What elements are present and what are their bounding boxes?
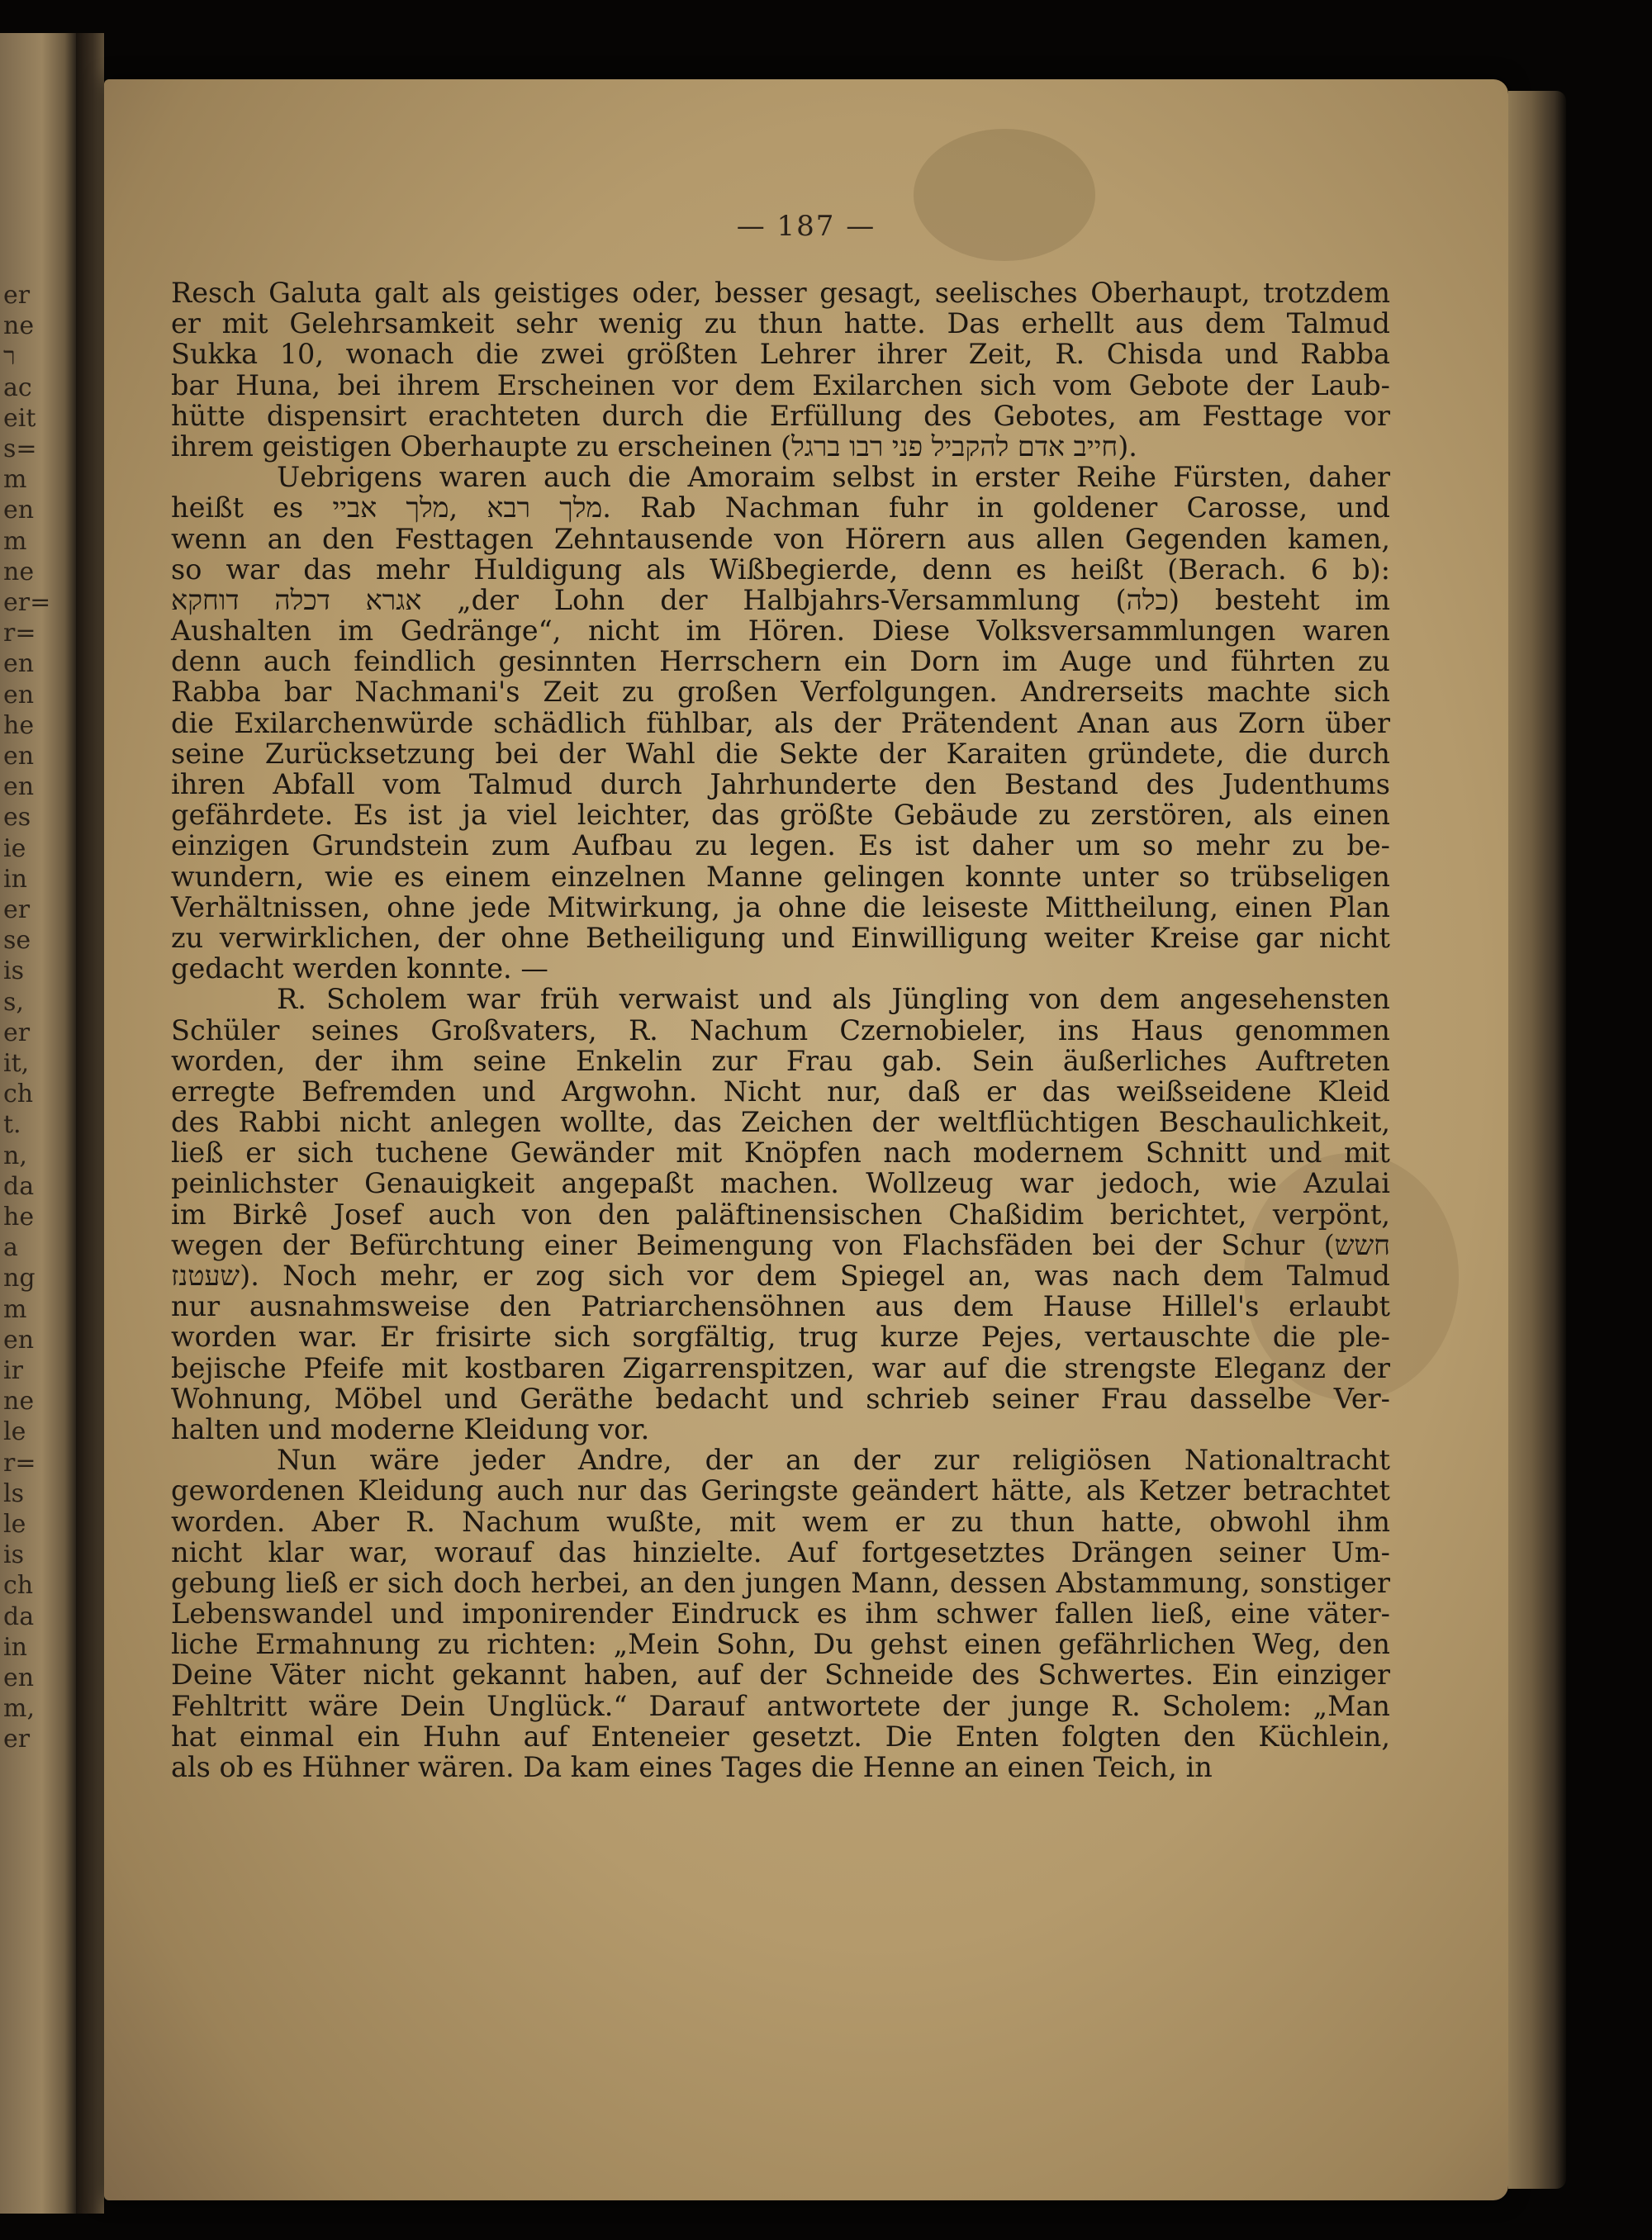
facing-page-text-fragment: he [3,710,35,740]
facing-page-text-fragment: eit [3,403,36,433]
text-line: R. Scholem war früh verwaist und als Jüngling von dem angesehensten [277,983,1390,1016]
text-line: worden war. Er frisirte sich sorgfältig, trug kurze Pejes, vertauschte die ple- [171,1321,1390,1354]
text-line: Schüler seines Großvaters, R. Nachum Czernobieler, ins Haus genommen [171,1013,1390,1046]
text-line: Nun wäre jeder Andre, der an der zur religiösen Nationaltracht [277,1444,1390,1477]
text-line: erregte Befremden und Argwohn. Nicht nur, daß er das weißseidene Kleid [171,1075,1390,1108]
facing-page-text-fragment: ch [3,1571,34,1601]
facing-page-text-fragment: n, [3,1141,27,1170]
facing-page-text-fragment: ר [3,342,16,372]
text-line: אגרא דכלה דוחקא „der Lohn der Halbjahrs-Versammlung (כלה) besteht im [171,583,1390,616]
text-line: peinlichster Genauigkeit angepaßt machen. Wollzeug war jedoch, wie Azulai [171,1167,1390,1200]
text-line: bar Huna, bei ihrem Erscheinen vor dem Exilarchen sich vom Gebote der Laub- [171,368,1390,401]
text-line: heißt es מלך רבא ,מלך אביי. Rab Nachman fuhr in goldener Carosse, und [171,491,1390,524]
text-line: denn auch feindlich gesinnten Herrschern ein Dorn im Auge und führten zu [171,645,1390,678]
facing-page-text-fragment: he [3,1203,35,1232]
facing-page-text-fragment: da [3,1602,35,1631]
facing-page-text-fragment: is [3,1540,24,1570]
text-line: im Birkê Josef auch von den paläftinensischen Chaßidim berichtet, verpönt, [171,1198,1390,1231]
facing-page-text-fragment: da [3,1171,35,1201]
text-line: Aushalten im Gedränge“, nicht im Hören. Diese Volksversammlungen waren [171,615,1390,648]
text-line: Rabba bar Nachmani's Zeit zu großen Verfolgungen. Andrerseits machte sich [171,676,1390,709]
facing-page-text-fragment: en [3,496,35,525]
body-text [171,278,1390,1782]
text-line: wundern, wie es einem einzelnen Manne gelingen konnte unter so trübseligen [171,860,1390,893]
facing-page-text-fragment: is [3,956,24,986]
text-line: Deine Väter nicht gekannt haben, auf der Schneide des Schwertes. Ein einziger [171,1659,1390,1692]
text-line: Verhältnissen, ohne jede Mitwirkung, ja ohne die leiseste Mittheilung, einen Plan [171,890,1390,923]
book-gutter [76,33,104,2214]
facing-page-text-fragment: es [3,803,31,833]
text-line: nicht klar war, worauf das hinzielte. Auf fortgesetztes Drängen seiner Um- [171,1535,1390,1568]
text-line: Sukka 10, wonach die zwei größten Lehrer ihrer Zeit, R. Chisda und Rabba [171,338,1390,371]
text-line: zu verwirklichen, der ohne Betheiligung und Einwilligung weiter Kreise gar nicht [171,921,1390,954]
facing-page-text-fragment: ch [3,1080,34,1109]
text-line: bejische Pfeife mit kostbaren Zigarrenspitzen, war auf die strengste Eleganz der [171,1351,1390,1384]
text-line: die Exilarchenwürde schädlich fühlbar, als der Prätendent Anan aus Zorn über [171,706,1390,739]
facing-page-text-fragment: en [3,1325,35,1355]
text-line: gewordenen Kleidung auch nur das Geringste geändert hätte, als Ketzer betrachtet [171,1474,1390,1507]
facing-page-text-fragment: in [3,864,27,894]
page-edge-shadow [1508,91,1566,2189]
text-line: ließ er sich tuchene Gewänder mit Knöpfen nach modernem Schnitt und mit [171,1137,1390,1170]
text-line: wegen der Befürchtung einer Beimengung von Flachsfäden bei der Schur (חשש [171,1228,1390,1261]
text-line: so war das mehr Huldigung als Wißbegierde, denn es heißt (Berach. 6 b): [171,553,1390,586]
text-line: gefährdete. Es ist ja viel leichter, das größte Gebäude zu zerstören, als einen [171,799,1390,832]
facing-page-edge [0,33,76,2214]
text-line: worden, der ihm seine Enkelin zur Frau gab. Sein äußerliches Auftreten [171,1044,1390,1077]
text-line: Fehltritt wäre Dein Unglück.“ Darauf antwortete der junge R. Scholem: „Man [171,1689,1390,1722]
text-line: ihren Abfall vom Talmud durch Jahrhunderte den Bestand des Judenthums [171,768,1390,800]
facing-page-text-fragment: in [3,1632,27,1662]
text-line: nur ausnahmsweise den Patriarchensöhnen aus dem Hause Hillel's erlaubt [171,1290,1390,1323]
text-line: Resch Galuta galt als geistiges oder, besser gesagt, seelisches Oberhaupt, trotzdem [171,277,1390,309]
facing-page-text-fragment: ie [3,833,26,863]
facing-page-text-fragment: en [3,772,35,802]
facing-page-text-fragment: m [3,1294,27,1324]
facing-page-text-fragment: a [3,1233,18,1263]
text-line: hat einmal ein Huhn auf Enteneier gesetzt. Die Enten folgten den Küchlein, [171,1720,1390,1753]
text-line: worden. Aber R. Nachum wußte, mit wem er zu thun hatte, obwohl ihm [171,1505,1390,1538]
facing-page-text-fragment: le [3,1417,26,1447]
text-line: als ob es Hühner wären. Da kam eines Tages die Henne an einen Teich, in [171,1751,1213,1783]
facing-page-text-fragment: t. [3,1110,21,1140]
facing-page-text-fragment: m [3,526,27,556]
text-line: ihrem geistigen Oberhaupte zu erscheinen (חייב אדם להקביל פני רבו ברגל). [171,429,1137,463]
text-line: gedacht werden konnte. — [171,952,548,985]
facing-page-text-fragment: ls [3,1478,24,1508]
book-page [104,79,1508,2200]
facing-page-text-fragment: er [3,895,31,924]
facing-page-text-fragment: ne [3,1387,35,1417]
facing-page-text-fragment: r= [3,619,36,648]
text-line: Uebrigens waren auch die Amoraim selbst in erster Reihe Fürsten, daher [277,461,1390,494]
facing-page-text-fragment: er [3,1018,31,1047]
text-line: halten und moderne Kleidung vor. [171,1412,650,1445]
facing-page-text-fragment: it, [3,1049,30,1078]
facing-page-text-fragment: s, [3,987,24,1017]
facing-page-text-fragment: ne [3,311,35,341]
facing-page-text-fragment: en [3,680,35,709]
facing-page-text-fragment: le [3,1510,26,1539]
facing-page-text-fragment: en [3,742,35,771]
facing-page-text-fragment: se [3,926,31,956]
text-line: liche Ermahnung zu richten: „Mein Sohn, Du gehst einen gefährlichen Weg, den [171,1628,1390,1661]
facing-page-text-fragment: ac [3,373,32,402]
facing-page-text-fragment: ne [3,557,35,586]
facing-page-text-fragment: m [3,465,27,495]
text-line: er mit Gelehrsamkeit sehr wenig zu thun hatte. Das erhellt aus dem Talmud [171,307,1390,340]
facing-page-text-fragment: m, [3,1694,35,1724]
text-line: Lebenswandel und imponirender Eindruck es ihm schwer fallen ließ, eine väter- [171,1597,1390,1630]
text-line: שעטנז). Noch mehr, er zog sich vor dem Spiegel an, was nach dem Talmud [171,1260,1390,1292]
facing-page-text-fragment: er [3,1725,31,1754]
text-line: hütte dispensirt erachteten durch die Erfüllung des Gebotes, am Festtage vor [171,399,1390,432]
text-line: Wohnung, Möbel und Geräthe bedacht und schrieb seiner Frau dasselbe Ver- [171,1382,1390,1415]
facing-page-text-fragment: ng [3,1264,36,1293]
facing-page-text-fragment: ir [3,1356,23,1385]
text-line: wenn an den Festtagen Zehntausende von Hörern aus allen Gegenden kamen, [171,522,1390,555]
facing-page-text-fragment: r= [3,1448,36,1478]
facing-page-text-fragment: en [3,649,35,679]
facing-page-text-fragment: er= [3,588,51,617]
text-line: seine Zurücksetzung bei der Wahl die Sekte der Karaiten gründete, die durch [171,737,1390,770]
facing-page-text-fragment: er [3,281,31,310]
text-line: einzigen Grundstein zum Aufbau zu legen. Es ist daher um so mehr zu be- [171,829,1390,862]
text-line: gebung ließ er sich doch herbei, an den jungen Mann, dessen Abstammung, sonstiger [171,1566,1390,1599]
text-line: des Rabbi nicht anlegen wollte, das Zeichen der weltflüchtigen Beschaulichkeit, [171,1106,1390,1139]
facing-page-text-fragment: en [3,1663,35,1692]
facing-page-text-fragment: s= [3,434,37,463]
page-number: — 187 — [736,210,876,243]
